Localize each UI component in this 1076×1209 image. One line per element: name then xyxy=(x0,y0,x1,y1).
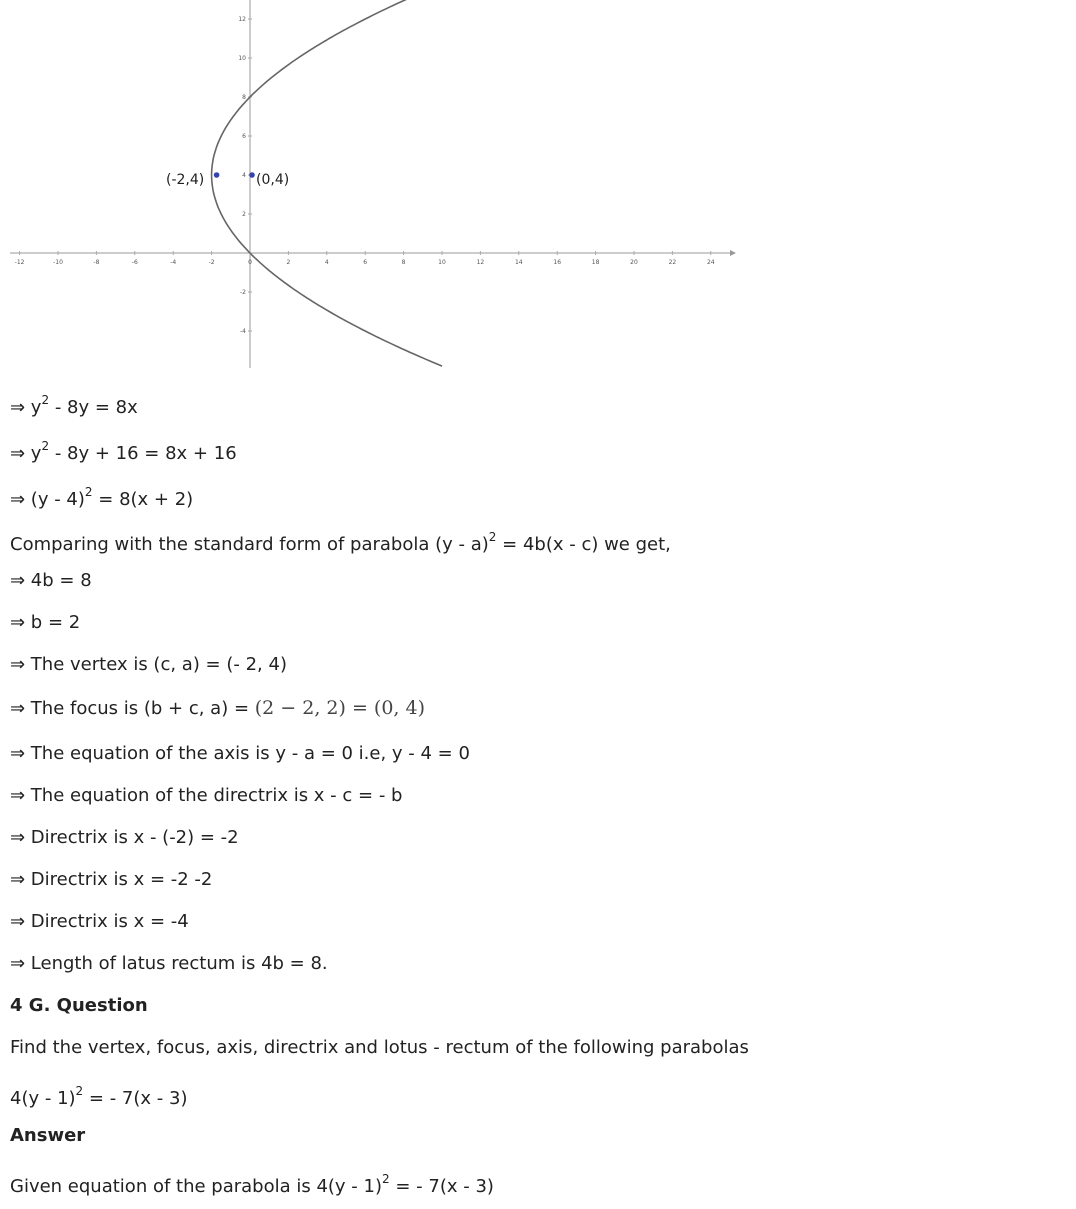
question-eq-rest: = - 7(x - 3) xyxy=(83,1088,188,1109)
step-line-1 xyxy=(10,390,138,420)
answer-heading: Answer xyxy=(10,1125,86,1146)
exponent: 2 xyxy=(488,530,497,544)
x-tick-label: -4 xyxy=(170,259,177,266)
x-tick-label: 16 xyxy=(553,259,562,266)
x-tick-label: -2 xyxy=(208,259,215,266)
x-tick-label: 24 xyxy=(706,259,715,266)
x-tick-label: 2 xyxy=(286,259,291,266)
focus-text: ⇒ The focus is (b + c, a) = xyxy=(10,698,255,719)
x-tick-label: 20 xyxy=(630,259,638,266)
focus-label: (0,4) xyxy=(256,172,290,188)
directrix-step-1: ⇒ Directrix is x - (-2) = -2 xyxy=(10,827,239,848)
y-tick-label: 4 xyxy=(242,172,246,179)
step-3-rest: = 8(x + 2) xyxy=(92,489,194,510)
directrix-eq-line: ⇒ The equation of the directrix is x - c = - b xyxy=(10,785,403,806)
comparison-line xyxy=(10,527,671,557)
x-tick-label: -12 xyxy=(14,259,25,266)
step-line-5: ⇒ 4b = 8 xyxy=(10,570,92,591)
comparison-text: Comparing with the standard form of parabola (y - a) xyxy=(10,534,489,555)
x-tick-label: 18 xyxy=(591,259,600,266)
y-tick-label: 2 xyxy=(242,211,246,218)
step-1-text: ⇒ y xyxy=(10,397,42,418)
focus-point xyxy=(249,172,255,178)
directrix-result: ⇒ Directrix is x = -4 xyxy=(10,911,189,932)
answer-eq-text: Given equation of the parabola is 4(y - 1) xyxy=(10,1176,382,1197)
axis-line: ⇒ The equation of the axis is y - a = 0 i.e, y - 4 = 0 xyxy=(10,743,470,764)
step-line-3 xyxy=(10,482,193,512)
vertex-label: (-2,4) xyxy=(166,172,205,188)
exponent: 2 xyxy=(41,439,50,453)
x-tick-label: -6 xyxy=(131,259,138,266)
exponent: 2 xyxy=(41,393,50,407)
y-tick-label: 6 xyxy=(242,133,246,140)
step-line-6: ⇒ b = 2 xyxy=(10,612,81,633)
step-2-text: ⇒ y xyxy=(10,443,42,464)
y-tick-label: 10 xyxy=(238,55,246,62)
y-tick-label: -4 xyxy=(240,328,246,335)
step-1-rest: - 8y = 8x xyxy=(49,397,138,418)
x-tick-label: 6 xyxy=(363,259,368,266)
step-3-text: ⇒ (y - 4) xyxy=(10,489,85,510)
answer-eq-rest: = - 7(x - 3) xyxy=(389,1176,494,1197)
x-tick-label: 10 xyxy=(438,259,446,266)
x-axis xyxy=(10,250,736,256)
x-tick-label: 0 xyxy=(248,259,252,266)
x-tick-label: 4 xyxy=(324,259,329,266)
question-equation xyxy=(10,1081,187,1111)
x-tick-label: 22 xyxy=(668,259,677,266)
answer-text xyxy=(10,1169,494,1199)
parabola-graph xyxy=(0,0,740,372)
y-tick-label: 8 xyxy=(242,94,246,101)
y-tick-label: -2 xyxy=(240,289,246,296)
exponent: 2 xyxy=(75,1084,84,1098)
step-2-rest: - 8y + 16 = 8x + 16 xyxy=(49,443,237,464)
focus-math: (2 − 2, 2) = (0, 4) xyxy=(254,697,425,719)
exponent: 2 xyxy=(84,485,93,499)
x-tick-label: -8 xyxy=(93,259,100,266)
latus-rectum-line: ⇒ Length of latus rectum is 4b = 8. xyxy=(10,953,328,974)
parabola-curve xyxy=(212,0,443,366)
x-tick-label: 8 xyxy=(401,259,406,266)
x-tick-label: 14 xyxy=(514,259,523,266)
vertex-point xyxy=(214,172,220,178)
step-line-2 xyxy=(10,436,237,466)
y-tick-label: 12 xyxy=(238,16,246,23)
directrix-step-2: ⇒ Directrix is x = -2 -2 xyxy=(10,869,213,890)
question-text: Find the vertex, focus, axis, directrix and lotus - rectum of the following parabolas xyxy=(10,1037,749,1058)
comparison-rest: = 4b(x - c) we get, xyxy=(496,534,671,555)
exponent: 2 xyxy=(382,1172,390,1186)
question-heading: 4 G. Question xyxy=(10,995,148,1016)
x-tick-label: -10 xyxy=(53,259,63,266)
focus-line xyxy=(10,696,425,721)
vertex-line: ⇒ The vertex is (c, a) = (- 2, 4) xyxy=(10,654,287,675)
x-tick-label: 12 xyxy=(476,259,485,266)
question-eq-text: 4(y - 1) xyxy=(10,1088,76,1109)
